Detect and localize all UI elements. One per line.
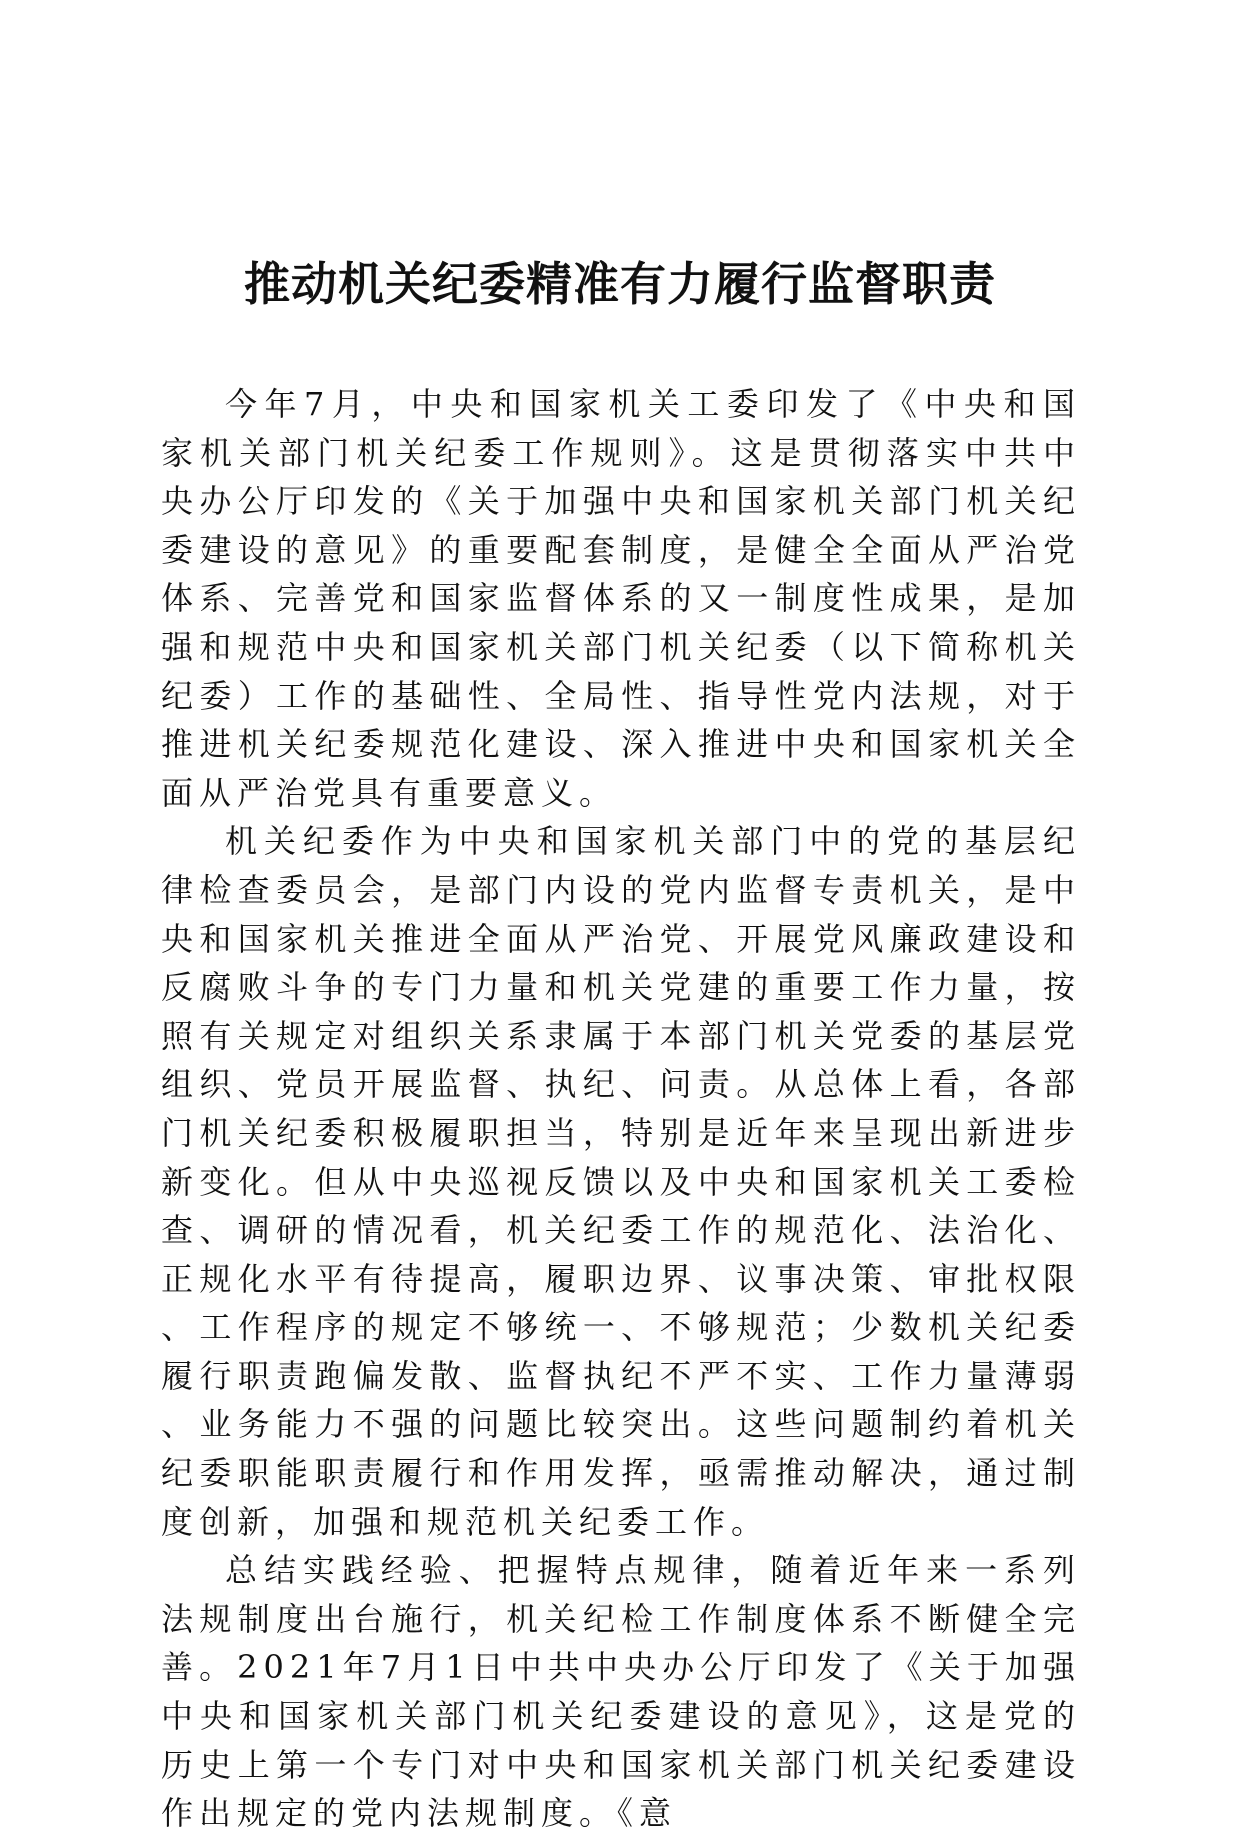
document-title: 推动机关纪委精准有力履行监督职责 xyxy=(244,257,996,311)
paragraph-2: 机关纪委作为中央和国家机关部门中的党的基层纪律检查委员会，是部门内设的党内监督专责机关，是中央和国家机关推进全面从严治党、开展党风廉政建设和反腐败斗争的专门力量和机关党建的重要工作力量，按照有关规定对组织关系隶属于本部门机关党委的基层党组织、党员开展监督、执纪、问责。从总体上看，各部门机关纪委积极履职担当，特别是近年来呈现出新进步新变化。但从中央巡视反馈以及中央和国家机关工委检查、调研的情况看，机关纪委工作的规范化、法治化、正规化水平有待提高，履职边界、议事决策、审批权限、工作程序的规定不够统一、不够规范；少数机关纪委履行职责跑偏发散、监督执纪不严不实、工作力量薄弱、业务能力不强的问题比较突出。这些问题制约着机关纪委职能职责履行和作用发挥，亟需推动解决，通过制度创新，加强和规范机关纪委工作。 xyxy=(161,822,1081,1541)
paragraph-1: 今年7月，中央和国家机关工委印发了《中央和国家机关部门机关纪委工作规则》。这是贯彻落实中共中央办公厅印发的《关于加强中央和国家机关部门机关纪委建设的意见》的重要配套制度，是健全全面从严治党体系、完善党和国家监督体系的又一制度性成果，是加强和规范中央和国家机关部门机关纪委（以下简称机关纪委）工作的基础性、全局性、指导性党内法规，对于推进机关纪委规范化建设、深入推进中央和国家机关全面从严治党具有重要意义。 xyxy=(161,385,1081,812)
document-body xyxy=(161,380,1081,1838)
paragraph-3: 总结实践经验、把握特点规律，随着近年来一系列法规制度出台施行，机关纪检工作制度体系不断健全完善。2021年7月1日中共中央办公厅印发了《关于加强中央和国家机关部门机关纪委建设的意见》，这是党的历史上第一个专门对中央和国家机关部门机关纪委建设作出规定的党内法规制度。《意 xyxy=(161,1551,1081,1833)
